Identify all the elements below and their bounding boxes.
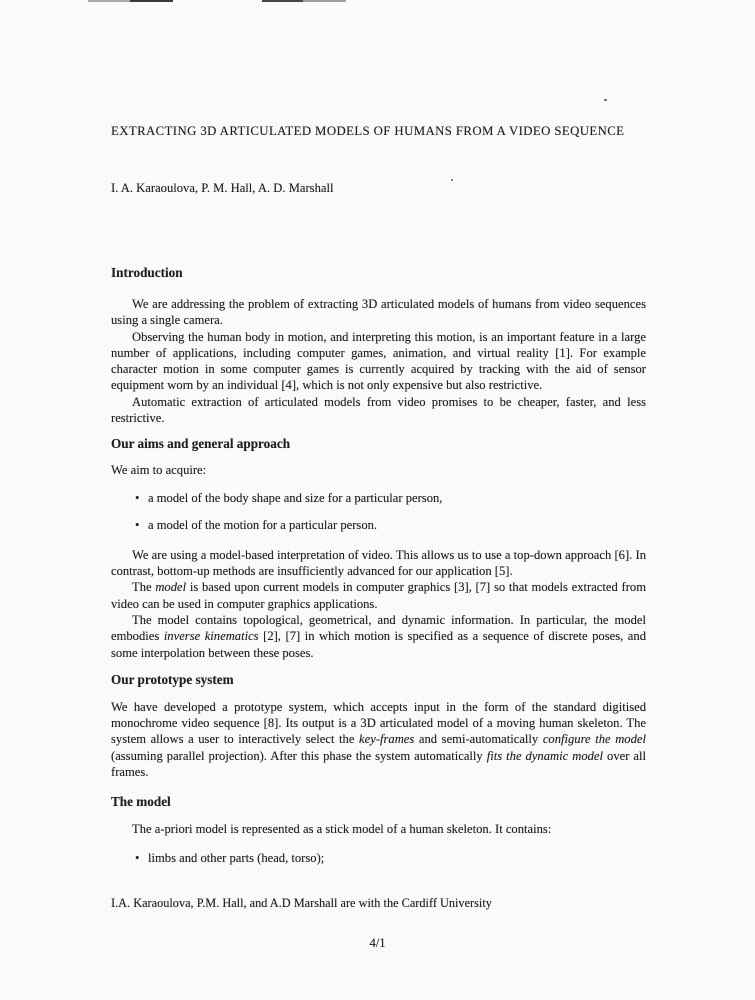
paragraph-intro-1: We are addressing the problem of extracting 3D articulated models of humans from video sequences using a single camera. [111, 297, 646, 328]
scan-artifact-line [262, 0, 303, 2]
paragraph-aims-1: We are using a model-based interpretation of video. This allows us to use a top-down approach [6]. In contrast, bottom-up methods are insufficiently advanced for our application [5]. [111, 547, 646, 579]
list-item: • a model of the body shape and size for a particular person, [135, 490, 646, 506]
section-heading-introduction: Introduction [111, 265, 183, 280]
model-bullet-list [111, 850, 646, 866]
paragraph-intro-3: Automatic extraction of articulated models from video promises to be cheaper, faster, and less restrictive. [111, 394, 646, 426]
scan-artifact-line [130, 0, 173, 2]
paragraph-model-1: The a-priori model is represented as a stick model of a human skeleton. It contains: [132, 822, 552, 837]
paragraph-aims-lead: We aim to acquire: [111, 463, 207, 478]
authors-line: I. A. Karaoulova, P. M. Hall, A. D. Marshall [111, 181, 334, 195]
paragraph-aims-3: The model contains topological, geometrical, and dynamic information. In particular, the model embodies inverse kinematics [2], [7] in which motion is specified as a sequence of discrete poses, and some interpolation between these poses. [111, 612, 646, 660]
paper-title: EXTRACTING 3D ARTICULATED MODELS OF HUMANS FROM A VIDEO SEQUENCE [111, 124, 625, 138]
list-item: • limbs and other parts (head, torso); [135, 850, 646, 866]
section-heading-aims: Our aims and general approach [111, 436, 291, 452]
paragraph-prototype: We have developed a prototype system, which accepts input in the form of the standard digitised monochrome video sequence [8]. Its output is a 3D articulated model of a moving human skeleton. The system allows a user to interactively select the key-frames and semi-automatically configure the model (assuming parallel projection). After this phase the system automatically fits the dynamic model over all frames. [111, 699, 647, 780]
paragraph-aims-2: The model is based upon current models in computer graphics [3], [7] so that models extracted from video can be used in computer graphics applications. [111, 580, 646, 611]
section-heading-model: The model [111, 794, 171, 810]
scan-artifact-line [88, 0, 130, 2]
scan-artifact-speck [604, 99, 607, 101]
section-heading-prototype: Our prototype system [111, 671, 234, 687]
paper-body [111, 264, 646, 866]
aims-bullet-list [111, 490, 646, 534]
scan-artifact-line [303, 0, 346, 2]
scan-artifact-speck [451, 179, 453, 181]
author-affiliation-footnote: I.A. Karaoulova, P.M. Hall, and A.D Marshall are with the Cardiff University [111, 896, 492, 910]
paragraph-intro-2: Observing the human body in motion, and interpreting this motion, is an important feature in a large number of applications, including computer games, animation, and virtual reality [1]. For example character motion in some computer games is currently acquired by tracking with the aid of sensor equipment worn by an individual [4], which is not only expensive but also restrictive. [111, 329, 646, 393]
page-number: 4/1 [369, 936, 386, 950]
list-item: • a model of the motion for a particular person. [135, 517, 646, 533]
